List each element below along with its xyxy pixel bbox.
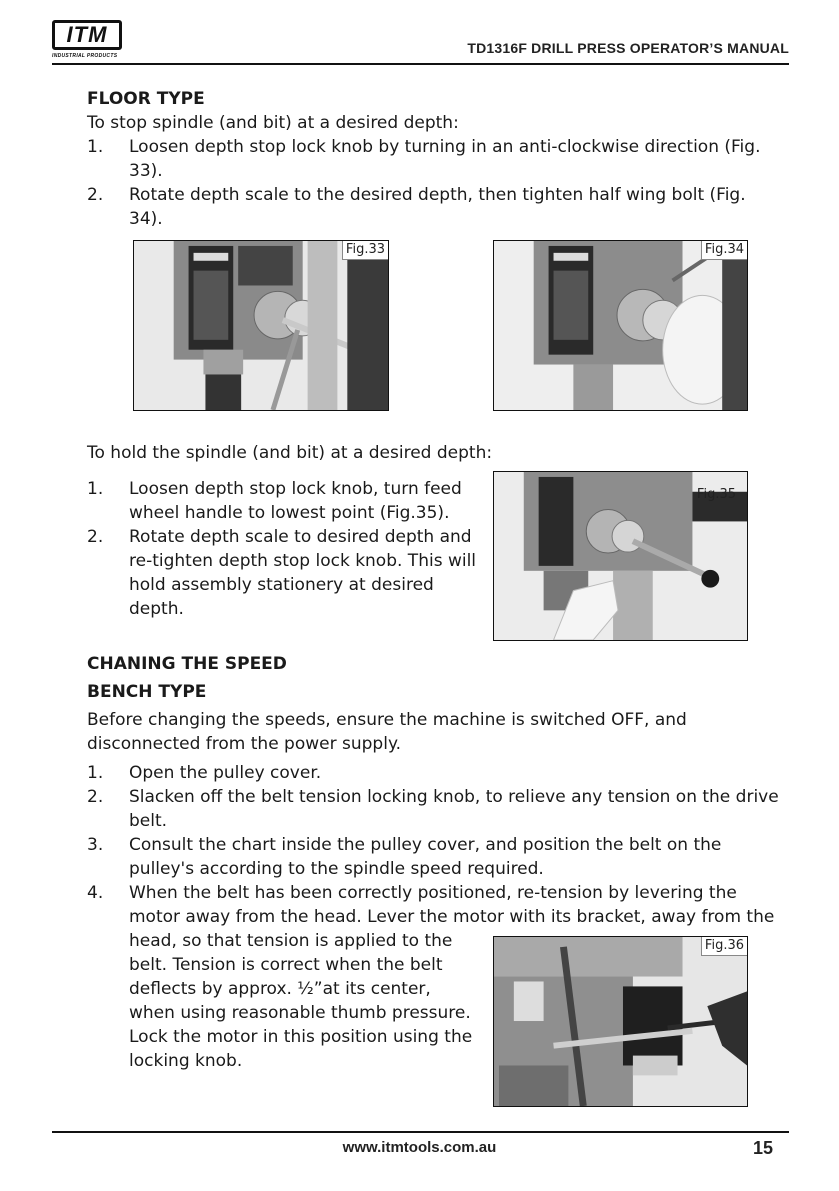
figure-34-photo xyxy=(493,240,748,411)
header-divider xyxy=(52,63,789,65)
step-number: 2. xyxy=(87,787,104,807)
figure-33-photo xyxy=(133,240,389,411)
step-number: 2. xyxy=(87,185,104,205)
floor-type-heading: FLOOR TYPE xyxy=(87,89,205,109)
step-text-line: Consult the chart inside the pulley cover, and position the belt on the xyxy=(129,835,722,855)
step-text-line: Lock the motor in this position using the xyxy=(129,1027,473,1047)
figure-35-label: Fig.35 xyxy=(696,487,736,502)
logo-subtext: INDUSTRIAL PRODUCTS xyxy=(52,53,118,59)
footer-divider xyxy=(52,1131,789,1133)
page-number: 15 xyxy=(752,1138,773,1158)
hold-spindle-intro: To hold the spindle (and bit) at a desired depth: xyxy=(87,443,493,463)
figure-36-photo xyxy=(493,936,748,1107)
floor-type-intro: To stop spindle (and bit) at a desired depth: xyxy=(87,113,459,133)
step-text-line: depth. xyxy=(129,599,184,619)
step-text-line: Loosen depth stop lock knob, turn feed xyxy=(129,479,462,499)
step-number: 1. xyxy=(87,479,104,499)
changing-speed-intro: Before changing the speeds, ensure the machine is switched OFF, and xyxy=(87,710,687,730)
figure-35-photo xyxy=(493,471,748,641)
step-text-line: When the belt has been correctly positioned, re-tension by levering the xyxy=(129,883,737,903)
changing-speed-heading: CHANING THE SPEED xyxy=(87,654,287,674)
figure-34-label: Fig.34 xyxy=(701,241,747,260)
step-text-line: belt. Tension is correct when the belt xyxy=(129,955,443,975)
step-text-line: deflects by approx. ½”at its center, xyxy=(129,979,431,999)
step-text-line: locking knob. xyxy=(129,1051,243,1071)
step-text-line: Rotate depth scale to the desired depth, then tighten half wing bolt (Fig. xyxy=(129,185,746,205)
step-number: 2. xyxy=(87,527,104,547)
step-text-line: belt. xyxy=(129,811,168,831)
step-number: 1. xyxy=(87,763,104,783)
changing-speed-intro: disconnected from the power supply. xyxy=(87,734,401,754)
step-text-line: re-tighten depth stop lock knob. This will xyxy=(129,551,477,571)
step-number: 3. xyxy=(87,835,104,855)
step-number: 4. xyxy=(87,883,104,903)
step-text-line: Rotate depth scale to desired depth and xyxy=(129,527,472,547)
step-text-line: head, so that tension is applied to the xyxy=(129,931,453,951)
step-text-line: hold assembly stationery at desired xyxy=(129,575,434,595)
step-text-line: Slacken off the belt tension locking knob, to relieve any tension on the drive xyxy=(129,787,779,807)
figure-36-label: Fig.36 xyxy=(701,937,747,956)
step-text-line: pulley's according to the spindle speed required. xyxy=(129,859,544,879)
logo-mark: ITM xyxy=(52,20,122,50)
step-text-line: when using reasonable thumb pressure. xyxy=(129,1003,471,1023)
step-text-line: Loosen depth stop lock knob by turning in an anti-clockwise direction (Fig. xyxy=(129,137,761,157)
drill-scale-illustration xyxy=(494,241,747,410)
step-text-line: motor away from the head. Lever the motor with its bracket, away from the xyxy=(129,907,775,927)
step-text-line: Open the pulley cover. xyxy=(129,763,322,783)
step-text-line: wheel handle to lowest point (Fig.35). xyxy=(129,503,450,523)
figure-33-label: Fig.33 xyxy=(342,241,388,260)
manual-title: TD1316F DRILL PRESS OPERATOR’S MANUAL xyxy=(467,40,789,56)
footer-website: www.itmtools.com.au xyxy=(342,1139,497,1156)
step-number: 1. xyxy=(87,137,104,157)
belt-tension-illustration xyxy=(494,937,747,1106)
itm-logo xyxy=(52,20,124,62)
step-text-line: 34). xyxy=(129,209,163,229)
bench-type-heading: BENCH TYPE xyxy=(87,682,207,702)
drill-head-illustration xyxy=(134,241,388,410)
step-text-line: 33). xyxy=(129,161,163,181)
